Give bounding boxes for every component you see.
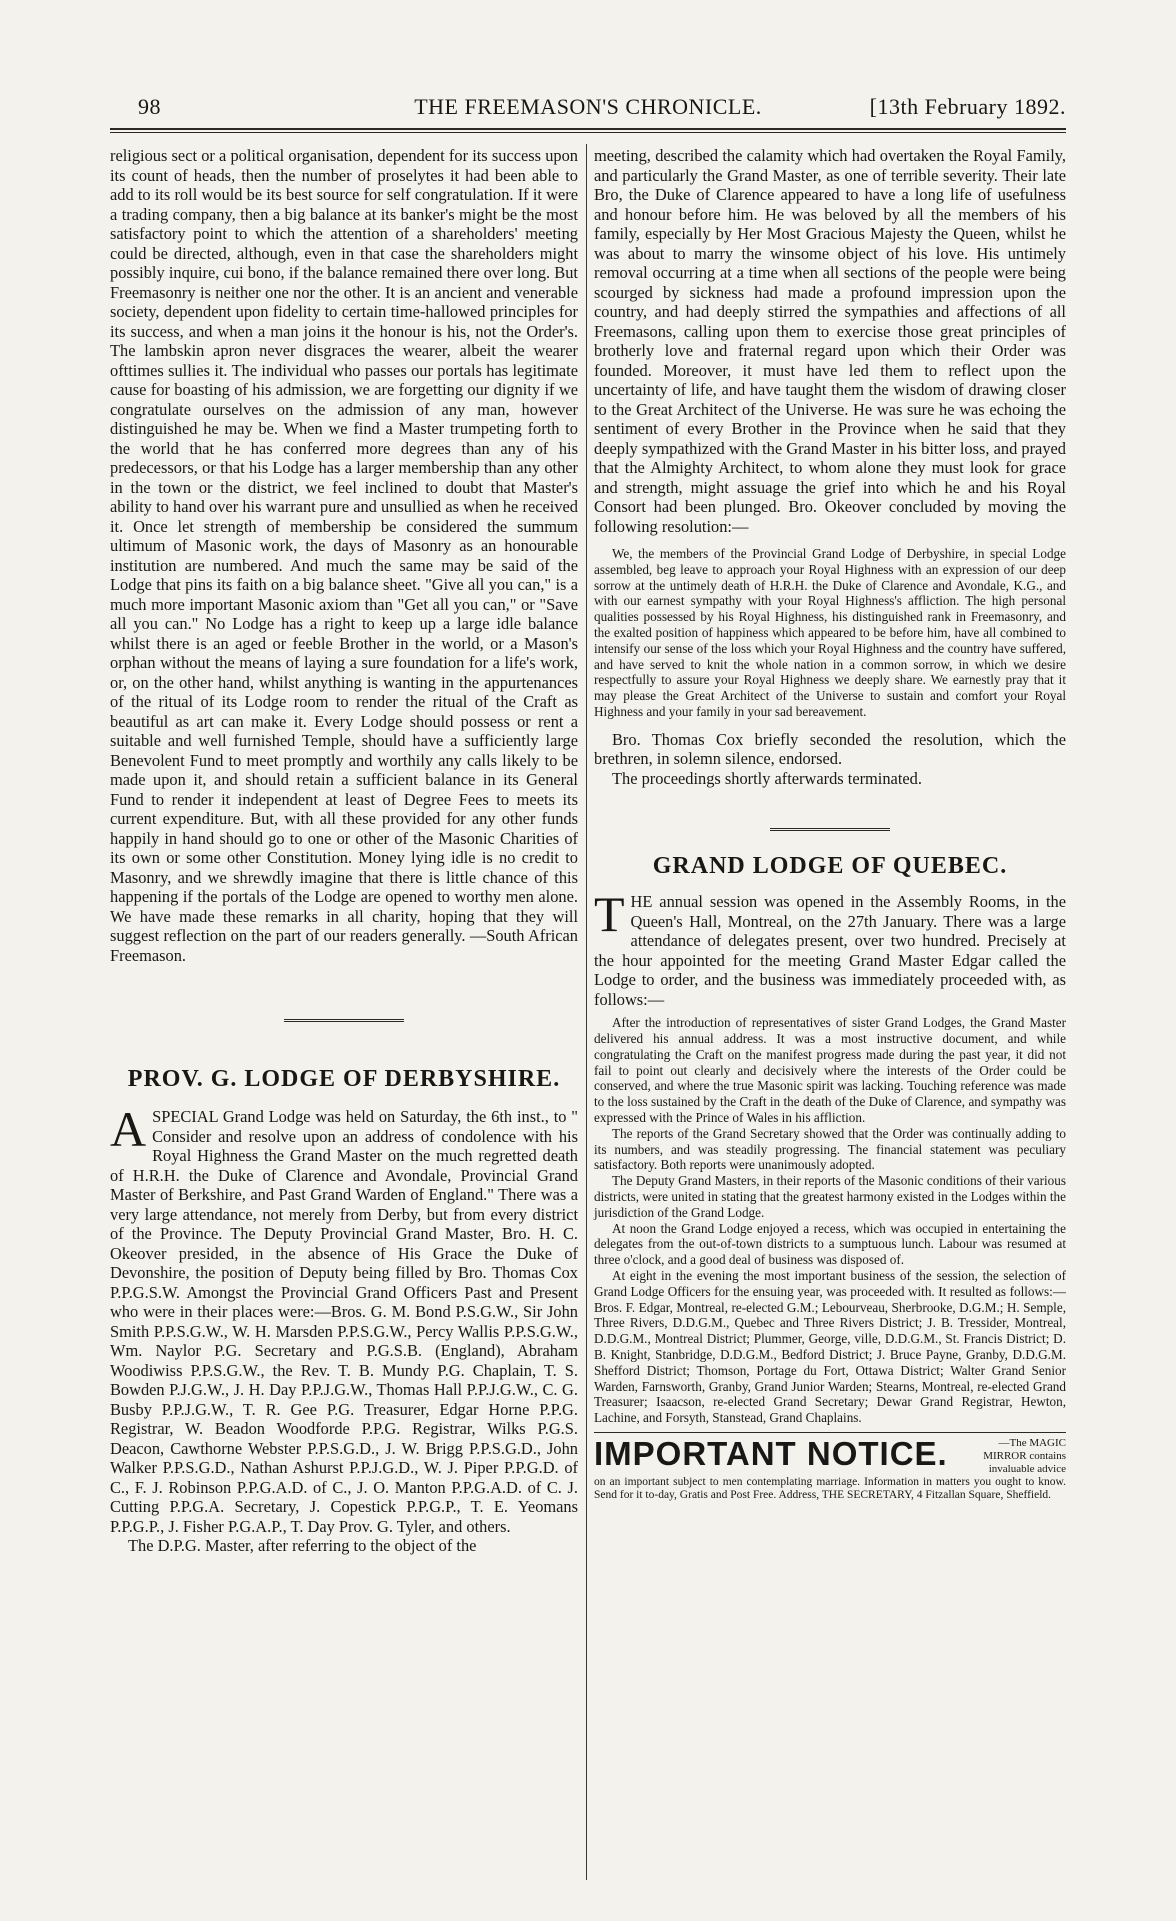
notice-title: IMPORTANT NOTICE. [594, 1434, 948, 1472]
quebec-intro [594, 886, 1066, 1009]
spacer [110, 1022, 578, 1066]
newspaper-page [110, 88, 1066, 1878]
spacer [594, 788, 1066, 828]
spacer [594, 536, 1066, 546]
derbyshire-closing: The D.P.G. Master, after referring to the object of the [128, 1536, 477, 1555]
notice-side-text: —The MAGIC MIRROR contains invaluable advice [983, 1436, 1066, 1475]
dropcap-a: A [110, 1101, 147, 1157]
header-rule [110, 128, 1066, 130]
quebec-heading: GRAND LODGE OF QUEBEC. [652, 853, 1008, 880]
right-column [594, 146, 1066, 1502]
quebec-para-5: At eight in the evening the most important business of the session, the selection of Grand Lodge Officers for the ensuing year, was proceeded with. It resulted as follows:—Bros. F. Edgar, Montreal, re-elected G.M.; Lebourveau, Sherbrooke, D.G.M.; H. Semple, Three Rivers, D.D.G.M., Quebec and Three Rivers District; J. B. Tressider, Montreal, D.D.G.M., Montreal District; Plummer, George, ville, D.D.G.M., St. Francis District; D. B. Knight, Stanbridge, D.D.G.M., Bedford District; J. Bruce Payne, Granby, D.D.G.M. Shefford District; Thomson, Portage du Fort, Ottawa District; Walter Grand Senior Warden, Farnsworth, Granby, Grand Junior Warden; Stearns, Montreal, re-elected Grand Treasurer; Isaacson, re-elected Grand Secretary; Dewar Grand Registrar, Hewton, Lachine, and Forsyth, Stanstead, Grand Chaplains. [594, 1268, 1066, 1426]
advertisement [594, 1432, 1066, 1502]
quebec-para-3: The Deputy Grand Masters, in their reports of the Masonic conditions of their various districts, were united in stating that the greatest harmony existed in the Lodges within the jurisdiction of the Grand Lodge. [594, 1173, 1066, 1220]
spacer [594, 720, 1066, 730]
quebec-para-2: The reports of the Grand Secretary showed that the Order was continually adding to its numbers, and was steadily progressing. The financial statement was peculiary satisfactory. Both reports were unanimously adopted. [594, 1125, 1066, 1173]
publication-title: THE FREEMASON'S CHRONICLE. [414, 94, 762, 119]
column-divider [586, 144, 587, 1880]
resolution-text: We, the members of the Provincial Grand Lodge of Derbyshire, in special Lodge assembled, beg leave to approach your Royal Highness with an expression of our deep sorrow at the untimely death of H.R.H. the Duke of Clarence and Avondale, K.G., and with our earnest sympathy with your Royal Highness's affliction. The high personal qualities possessed by his Royal Highness, his distinguished rank in Freemasonry, and the exalted position of happiness which appeared to be before him, have all combined to intensify our sense of the loss which your Royal Highness and the country have suffered, and have served to knit the whole nation in a common sorrow, in which we desire respectfully to assure your Royal Highness we deeply share. We earnestly pray that it may please the Great Architect of the Universe to sustain and comfort your Royal Highness and your family in your sad bereavement. [594, 546, 1066, 719]
derbyshire-body: SPECIAL Grand Lodge was held on Saturday, the 6th inst., to " Consider and resolve upon an address of condolence with his Royal Highness the Grand Master on the much regretted death of H.R.H. the Duke of Clarence and Avondale, Provincial Grand Master of Berkshire, and Past Grand Warden of England." There was a very large attendance, not merely from Derby, but from every district of the Province. The Deputy Provincial Grand Master, Bro. H. C. Okeover presided, in the absence of His Grace the Duke of Devonshire, the position of Deputy being filled by Bro. Thomas Cox P.P.G.S.W. Amongst the Provincial Grand Officers Past and Present who were in their places were:—Bros. G. M. Bond P.S.G.W., Sir John Smith P.P.S.G.W., W. H. Marsden P.P.S.G.W., Percy Wallis P.P.S.G.W., Wm. Naylor P.G. Secretary and P.G.S.B. (England), Abraham Woodiwiss P.P.S.G.W., the Rev. T. B. Mundy P.G. Chaplain, T. S. Bowden P.J.G.W., J. H. Day P.P.J.G.W., Thomas Hall P.P.J.G.W., C. G. Busby P.P.J.G.W., T. R. Gee P.G. Treasurer, Edgar Horne P.P.G. Registrar, W. Beadon Woodforde P.P.G. Registrar, Wilks P.G.S. Deacon, Cawthorne Webster P.P.S.G.D., J. W. Brigg P.P.S.G.D., John Walker P.P.S.G.D., Nathan Ashurst P.P.J.G.D., W. J. Piper P.P.G.D. of C., F. J. Robinson P.P.G.A.D. of C., J. O. Manton P.P.G.A.D. of C. J. Cutting P.P.G.A. Secretary, J. Copestick P.P.G.P., T. E. Yeomans P.P.G.P., J. Fisher P.G.A.P., T. Day Prov. G. Tyler, and others. [110, 1107, 578, 1536]
dropcap-t: T [594, 886, 625, 943]
header-rule-thin [110, 132, 1066, 133]
spacer [594, 831, 1066, 853]
article-continuation: religious sect or a political organisation, dependent for its success upon its count of heads, then the number of proselytes it had been able to add to its roll would be its best source for self congratulation. If it were a trading company, then a big balance at its banker's might be the most satisfactory point to which the attention of a shareholders' meeting could be directed, although, even in that case the shareholders might possibly inquire, cui bono, if the balance remained there over long. But Freemasonry is neither one nor the other. It is an ancient and venerable society, dependent upon fidelity to certain time-hallowed principles for its success, and when a man joins it the honour is his, not the Order's. The lambskin apron never disgraces the wearer, albeit the wearer ofttimes sullies it. The individual who passes our portals has legitimate cause for boasting of his admission, we are forgetting our dignity if we congratulate ourselves on the admission of any man, however distinguished he may be. When we find a Master trumpeting forth to the world that he has conferred more degrees than any of his predecessors, or that his Lodge has a larger membership than any other in the town or the district, we feel inclined to doubt that Master's ability to hand over his warrant pure and unsullied as when he received it. Once let strength of membership be considered the summum ultimum of Masonic work, the days of Masonry as an honourable institution are numbered. And much the same may be said of the Lodge that pins its faith on a big balance sheet. "Give all you can," is a much more important Masonic axiom than "Get all you can," or "Save all you can." No Lodge has a right to keep up a large idle balance whilst there is an aged or feeble Brother in the world, or a Mason's orphan without the means of laying a sure foundation for a life's work, or, on the other hand, whilst anything is wanting in the appurtenances of the ritual of its Lodge room to render the ritual of the Craft as beautiful as art can make it. Every Lodge should possess or rent a suitable and well furnished Temple, should have a sufficiently large Benevolent Fund to meet promptly and worthily any calls likely to be made upon it, and should retain a sufficient balance in its General Fund to render it independent at least of Degree Fees to meets its current expenditure. But, with all these provided for any other funds happily in hand should go to one or other of the Masonic Charities of its own or some other Constitution. Money lying idle is no credit to Masonry, and we shrewdly imagine that there is little chance of this happening if the portals of the Lodge are opened to worthy men alone. We have made these remarks in all charity, hoping that they will suggest reflection on the part of our readers generally. —South African Freemason. [110, 146, 578, 965]
derbyshire-article [110, 1101, 578, 1536]
issue-date: [13th February 1892. [869, 94, 1066, 119]
terminated-text: The proceedings shortly afterwards terminated. [612, 768, 922, 788]
spacer [110, 1093, 578, 1107]
page-number: 98 [138, 94, 161, 119]
left-column [110, 146, 578, 1556]
running-head [110, 88, 1066, 128]
derbyshire-continuation: meeting, described the calamity which had overtaken the Royal Family, and particularly the Grand Master, as one of terrible severity. Their late Bro, the Duke of Clarence appeared to have a long life of usefulness and honour before him. He was beloved by all the members of his family, especially by Her Most Gracious Majesty the Queen, whilst he was about to marry the winsome object of his love. His untimely removal occurring at a time when all sections of the people were being scourged by sickness had made a profound impression upon the country, and had deeply stirred the sympathies and affections of all Freemasons, calling upon them to exercise those great principles of brotherly love and fraternal regard upon which their Order was founded. Moreover, it must have led them to reflect upon the uncertainty of life, and have taught them the wisdom of drawing closer to the Great Architect of the Universe. He was sure he was echoing the sentiment of every Brother in the Province when he said that they deeply sympathized with the Grand Master in his bitter loss, and prayed that the Almighty Architect, to whom alone they must look for grace and strength, might assuage the grief into which he and his Royal Consort had been plunged. Bro. Okeover concluded by moving the following resolution:— [594, 146, 1066, 536]
quebec-intro-body: HE annual session was opened in the Assembly Rooms, in the Queen's Hall, Montreal, on the 27th January. There was a large attendance of delegates present, over two hundred. Precisely at the hour appointed for the meeting Grand Master Edgar called the Lodge to order, and the business was immediately proceeded with, as follows:— [594, 892, 1066, 1009]
derbyshire-heading: PROV. G. LODGE OF DERBYSHIRE. [127, 1066, 561, 1092]
spacer [594, 880, 1066, 892]
notice-body: on an important subject to men contemplating marriage. Information in matters you ought to know. Send for it to-day, Gratis and Post Free. Address, THE SECRETARY, 4 Fitzallan Square, Sheffield. [594, 1475, 1066, 1501]
seconded-text: Bro. Thomas Cox briefly seconded the resolution, which the brethren, in solemn silence, endorsed. [594, 729, 1066, 769]
quebec-para-1: After the introduction of representatives of sister Grand Lodges, the Grand Master delivered his annual address. It was a most instructive document, and while congratulating the Craft on the manifest progress made during the past year, it did not fail to point out clearly and decisively where the interests of the Order could be conserved, and where the true Masonic spirit was lacking. Touching reference was made to the loss sustained by the Craft in the death of the Duke of Clarence, and sympathy was expressed with the Prince of Wales in his affliction. [594, 1015, 1066, 1126]
quebec-para-4: At noon the Grand Lodge enjoyed a recess, which was occupied in entertaining the delegates from the out-of-town districts to a sumptuous lunch. Labour was resumed at three o'clock, and a good deal of business was disposed of. [594, 1220, 1066, 1268]
spacer [110, 965, 578, 1019]
